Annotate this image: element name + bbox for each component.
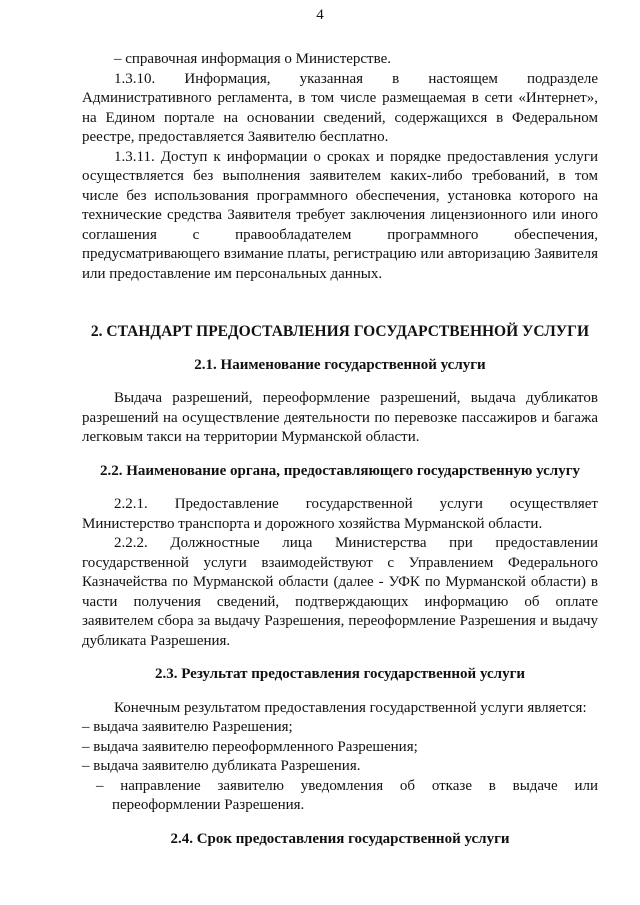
document-body [82, 50, 598, 863]
paragraph-1-3-11: 1.3.11. Доступ к информации о сроках и порядке предоставления услуги осуществляется без выполнения заявителем каких-либо требований, в том числе без использования программного обеспечения, установка которого на технические средства Заявителя требует заключения лицензионного или иного соглашения с правообладателем программного обеспечения, предусматривающего взимание платы, регистрацию или авторизацию Заявителя или предоставление им персональных данных. [82, 148, 598, 282]
bullet-ministry-info: – справочная информация о Министерстве. [114, 51, 392, 67]
result-list-item: – выдача заявителю переоформленного Разрешения; [82, 738, 418, 755]
paragraph-2-2-2: 2.2.2. Должностные лица Министерства при предоставлении государственной услуги взаимодействуют с Управлением Федерального Казначейства по Мурманской области (далее - УФК по Мурманской области) в части получения сведений, подтверждающих информацию об оплате заявителем сбора за выдачу Разрешения, переоформление Разрешения и выдачу дубликата Разрешения. [82, 535, 598, 649]
subsection-2-2-title: 2.2. Наименование органа, предоставляющего государственную услугу [99, 462, 581, 479]
paragraph-1-3-10: 1.3.10. Информация, указанная в настоящем подразделе Административного регламента, в том числе размещаемая в сети «Интернет», на Едином портале на основании сведений, содержащихся в Федеральном реестре, предоставляется Заявителю бесплатно. [82, 70, 598, 145]
page-number: 4 [316, 7, 324, 23]
paragraph-2-2-1: 2.2.1. Предоставление государственной услуги осуществляет Министерство транспорта и дорожного хозяйства Мурманской области. [82, 496, 598, 532]
subsection-2-4-title: 2.4. Срок предоставления государственной услуги [170, 830, 510, 847]
subsection-2-3-title: 2.3. Результат предоставления государственной услуги [154, 666, 526, 682]
subsection-2-3-lead: Конечным результатом предоставления государственной услуги является: [114, 699, 587, 716]
subsection-2-1-text: Выдача разрешений, переоформление разрешений, выдача дубликатов разрешений на осуществление деятельности по перевозке пассажиров и багажа легковым такси на территории Мурманской области. [82, 390, 598, 445]
section-2-title: 2. СТАНДАРТ ПРЕДОСТАВЛЕНИЯ ГОСУДАРСТВЕННОЙ УСЛУГИ [90, 323, 590, 340]
subsection-2-1-title: 2.1. Наименование государственной услуги [194, 356, 486, 373]
result-list-item: – выдача заявителю дубликата Разрешения. [82, 758, 361, 774]
result-list-item: – направление заявителю уведомления об отказе в выдаче или переоформлении Разрешения. [96, 777, 598, 813]
result-list-item: – выдача заявителю Разрешения; [82, 719, 293, 735]
